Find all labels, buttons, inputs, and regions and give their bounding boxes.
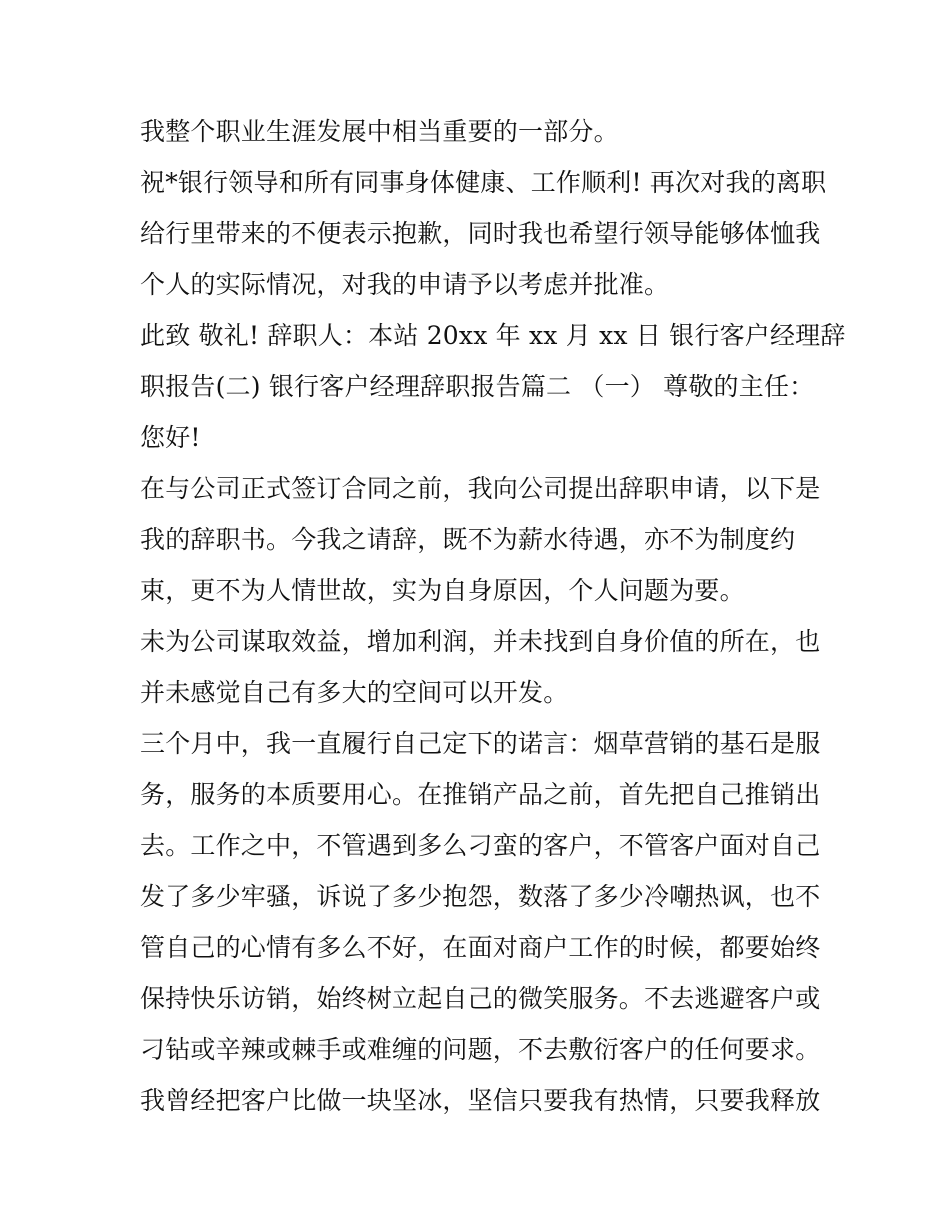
text-line: 去。工作之中，不管遇到多么刁蛮的客户，不管客户面对自己: [140, 831, 821, 860]
text-line: 个人的实际情况，对我的申请予以考虑并批准。: [140, 270, 670, 299]
text-line: 我整个职业生涯发展中相当重要的一部分。: [140, 117, 619, 146]
text-line: 未为公司谋取效益，增加利润，并未找到自身价值的所在，也: [140, 627, 821, 656]
text-line: 务，服务的本质要用心。在推销产品之前，首先把自己推销出: [140, 780, 821, 809]
document-body: [140, 106, 846, 1126]
text-line: 发了多少牢骚，诉说了多少抱怨，数落了多少冷嘲热讽，也不: [140, 882, 821, 911]
text-line: 管自己的心情有多么不好，在面对商户工作的时候，都要始终: [140, 933, 821, 962]
text-line: 三个月中，我一直履行自己定下的诺言：烟草营销的基石是服: [140, 729, 821, 758]
text-line: 祝*银行领导和所有同事身体健康、工作顺利! 再次对我的离职: [140, 168, 827, 197]
text-line: 我的辞职书。今我之请辞，既不为薪水待遇，亦不为制度约: [140, 525, 796, 554]
text-line: 我曾经把客户比做一块坚冰，坚信只要我有热情，只要我释放: [140, 1086, 821, 1115]
text-line: 束，更不为人情世故，实为自身原因，个人问题为要。: [140, 576, 745, 605]
text-line: 刁钻或辛辣或棘手或难缠的问题，不去敷衍客户的任何要求。: [140, 1035, 821, 1064]
text-line: 给行里带来的不便表示抱歉，同时我也希望行领导能够体恤我: [140, 219, 821, 248]
text-line: 职报告(二) 银行客户经理辞职报告篇二 （一） 尊敬的主任：: [140, 372, 815, 401]
text-line: 并未感觉自己有多大的空间可以开发。: [140, 678, 569, 707]
text-line: 在与公司正式签订合同之前，我向公司提出辞职申请，以下是: [140, 474, 821, 503]
text-line: 保持快乐访销，始终树立起自己的微笑服务。不去逃避客户或: [140, 984, 821, 1013]
text-line: 您好!: [140, 423, 201, 452]
text-line: 此致 敬礼! 辞职人：本站 20xx 年 xx 月 xx 日 银行客户经理辞: [140, 321, 846, 350]
